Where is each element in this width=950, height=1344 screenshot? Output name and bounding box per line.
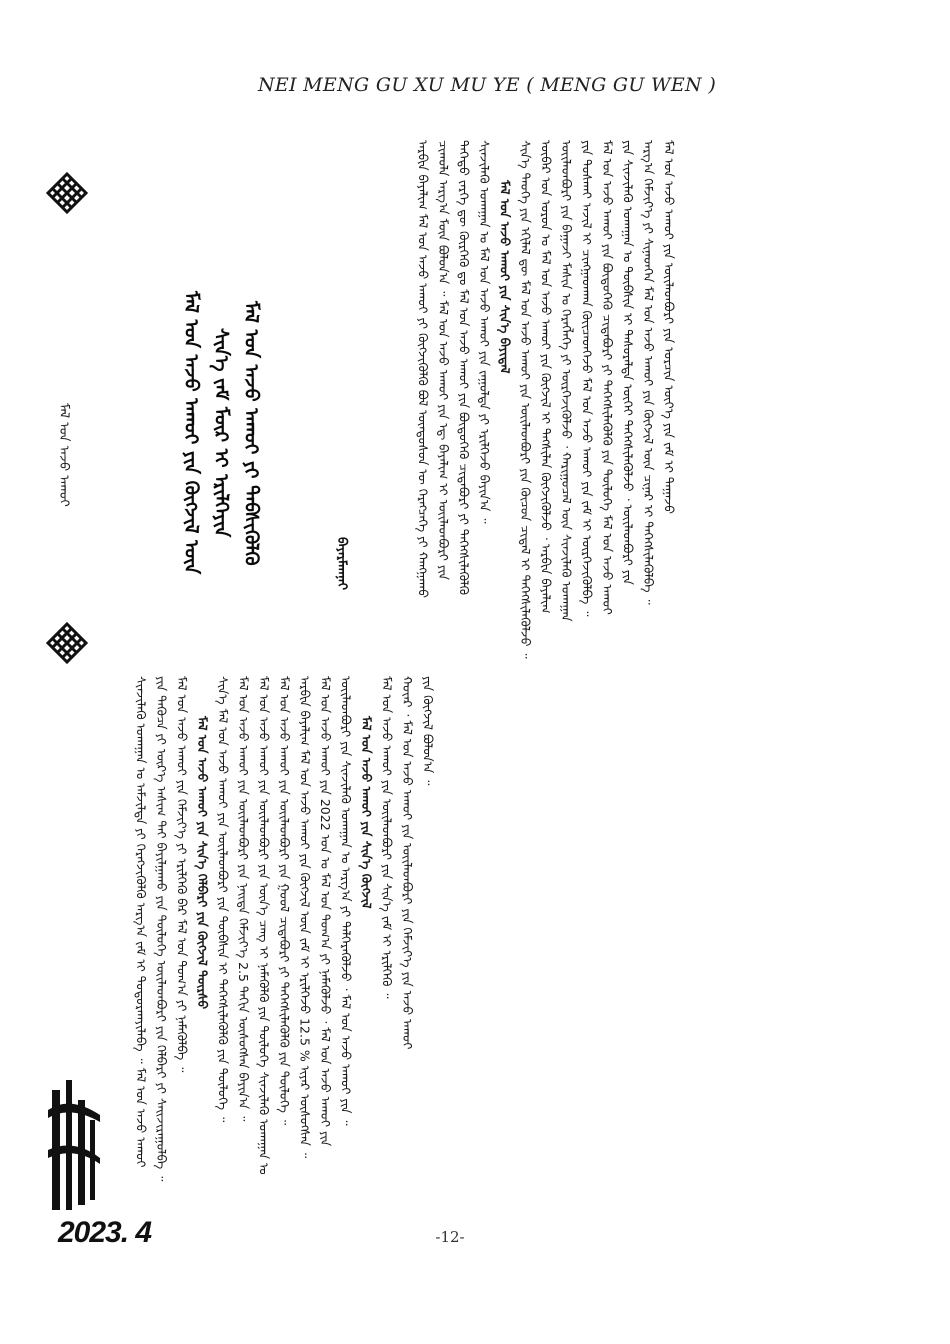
text-line: ᠮᠠᠯ ᠤᠨ ᠠᠵᠤ ᠠᠬᠤᠢ ᠶᠢᠨ ᠦᠢᠯᠡᠳᠪᠦᠷᠢ ᠶᠢᠨ ᠦᠨ᠎ᠡ ᠴᠡᠩ ᠢ ᠨᠡᠮᠡᠭᠦᠯᠬᠦ ᠶᠢᠨ ᠲᠥᠯᠦᠭᠡ ᠰᠢᠨᠵᠢᠯᠡᠬᠦ ᠤᠬᠠᠭᠠᠨ ᠤ	[256, 676, 272, 1175]
text-line: ᠮᠠᠯ ᠤᠨ ᠠᠵᠤ ᠠᠬᠤᠢ ᠶᠢᠨ ᠪᠦᠲᠦᠭᠡᠬᠦ ᠴᠢᠳᠠᠪᠤᠷᠢ ᠶᠢ ᠳᠡᠭᠡᠭᠰᠢᠯᠡᠭᠦᠯᠬᠦ ᠶᠢᠨ ᠲᠥᠯᠦᠭᠡ ᠮᠠᠯ ᠤᠨ ᠠᠵᠤ ᠠᠬᠤᠢ	[600, 140, 615, 615]
text-line: ᠮᠠᠯ ᠤᠨ ᠠᠵᠤ ᠠᠬᠤᠢ ᠶᠢᠨ ᠰᠢᠨ᠎ᠡ ᠬᠡᠯᠪᠡᠷᠢ ᠶᠢᠨ ᠬᠥᠭᠵᠢᠯ ᠳᠦᠷᠰᠦ	[195, 716, 210, 1010]
title-line: ᠰᠢᠨ᠎ᠡ ᠵᠠᠮ ᠮᠦᠷ ᠢ ᠡᠷᠢᠯᠬᠡᠶᠢᠨ	[210, 328, 232, 538]
title-line: ᠮᠠᠯ ᠤᠨ ᠠᠵᠤ ᠠᠬᠤᠢ ᠶᠢ ᠳᠡᠪᠰᠢᠭᠦᠯᠬᠦ	[240, 300, 262, 566]
text-line: ᠰᠢᠨᠵᠢᠯᠡᠬᠦ ᠤᠬᠠᠭᠠᠨ ᠤ ᠮᠠᠯ ᠤᠨ ᠠᠵᠤ ᠠᠬᠤᠢ ᠶᠢᠨ ᠵᠠᠭᠤᠯᠲᠠ ᠶᠢ ᠡᠷᠢᠯᠬᠡᠵᠦ ᠪᠠᠶᠢᠨ᠎ᠠ ᠃	[477, 140, 492, 524]
text-line: ᠮᠠᠯ ᠤᠨ ᠠᠵᠤ ᠠᠬᠤᠢ ᠶᠢᠨ ᠰᠢᠨ᠎ᠡ ᠪᠠᠶᠢᠳᠠᠯ	[497, 180, 513, 374]
section-tag: ᠮᠠᠯ ᠤᠨ ᠠᠵᠤ ᠠᠬᠤᠢ	[56, 403, 71, 507]
text-line: ᠶᠢᠨ ᠰᠢᠨᠵᠢᠯᠡᠬᠦ ᠤᠬᠠᠭᠠᠨ ᠤ ᠲᠦᠪᠰᠢᠨ ᠢ ᠲᠠᠰᠤᠷᠠᠯᠲᠠ ᠦᠭᠡᠢ ᠳᠡᠭᠡᠭᠰᠢᠯᠡᠭᠦᠯᠵᠦ ᠂ ᠦᠢᠯᠡᠳᠪᠦᠷᠢ ᠶᠢᠨ	[620, 140, 636, 585]
endless-knot-icon	[44, 620, 90, 666]
text-line: ᠰᠢᠨ᠎ᠡ ᠲᠡᠦᠬᠡ ᠶᠢᠨ ᠡᠬᠢᠯᠡᠯ ᠳᠦ ᠮᠠᠯ ᠤᠨ ᠠᠵᠤ ᠠᠬᠤᠢ ᠶᠢᠨ ᠦᠢᠯᠡᠳᠪᠦᠷᠢ ᠶᠢᠨ ᠬᠦᠴᠦᠨ ᠴᠢᠳᠠᠯ ᠢ ᠳᠡᠭᠡᠭᠰᠢᠯᠡᠭᠦᠯᠵᠦ ᠃	[518, 140, 533, 659]
text-line: ᠴᠢᠬᠤᠯᠠ ᠠᠷᠭ᠎ᠠ ᠮᠦᠨ ᠪᠣᠯᠤᠨ᠎ᠠ ᠃ ᠮᠠᠯ ᠤᠨ ᠠᠵᠤ ᠠᠬᠤᠢ ᠶᠢᠨ ᠡᠳ᠋ ᠪᠠᠶᠠᠯᠢᠭ ᠢ ᠦᠢᠯᠡᠳᠪᠦᠷᠢ ᠶᠢᠨ	[436, 140, 451, 580]
journal-logo	[40, 1070, 110, 1220]
text-line: ᠰᠢᠨᠵᠢᠯᠡᠬᠦ ᠤᠬᠠᠭᠠᠨ ᠤ ᠠᠮᠵᠢᠯᠲᠠ ᠶᠢ ᠬᠡᠷᠡᠭᠵᠢᠭᠦᠯᠬᠦ ᠠᠷᠭ᠎ᠠ ᠵᠠᠮ ᠢ ᠲᠣᠳᠣᠷᠬᠠᠶᠢᠯᠠᠪᠠ ᠃ ᠮᠠᠯ ᠤᠨ ᠠᠵᠤ ᠠᠬᠤᠢ	[133, 676, 149, 1168]
text-line: ᠮᠠᠯ ᠤᠨ ᠠᠵᠤ ᠠᠬᠤᠢ ᠶᠢᠨ ᠰᠢᠨ᠎ᠡ ᠬᠥᠭᠵᠢᠯ	[359, 716, 374, 909]
text-line: ᠶᠢᠨ ᠲᠡᠭᠦᠴᠡ ᠶᠢ ᠦᠷ᠎ᠡ ᠠᠰᠢᠭ ᠲᠠᠢ ᠪᠠᠶᠢᠯᠭᠠᠬᠤ ᠶᠢᠨ ᠲᠥᠯᠦᠭᠡ ᠦᠢᠯᠡᠳᠪᠦᠷᠢ ᠶᠢᠨ ᠬᠡᠯᠪᠡᠷᠢ ᠶᠢ ᠰᠠᠢᠵᠢᠷᠠᠭᠤᠯᠪᠠ ᠃	[154, 676, 169, 1182]
text-line: ᠠᠷᠪᠢᠨ ᠪᠠᠶᠠᠯᠢᠭ ᠮᠠᠯ ᠤᠨ ᠠᠵᠤ ᠠᠬᠤᠢ ᠶᠢᠨ ᠬᠦᠭᠵᠢᠯ ᠦᠨ ᠵᠠᠮ ᠢ ᠡᠷᠢᠯᠬᠡᠵᠦ 12.5 % ᠢᠶᠠᠷ ᠥᠰᠦᠭᠰᠡᠨ ᠃	[297, 676, 313, 1159]
running-header: NEI MENG GU XU MU YE ( MENG GU WEN )	[257, 74, 717, 96]
text-line: ᠦᠢᠯᠡᠳᠪᠦᠷᠢ ᠶᠢᠨ ᠰᠢᠨᠵᠢᠯᠡᠬᠦ ᠤᠬᠠᠭᠠᠨ ᠤ ᠠᠷᠭ᠎ᠠ ᠶᠢ ᠳᠡᠯᠭᠡᠷᠡᠭᠦᠯᠵᠦ ᠂ ᠮᠠᠯ ᠤᠨ ᠠᠵᠤ ᠠᠬᠤᠢ ᠶᠢᠨ ᠃	[338, 676, 354, 1126]
text-line: ᠮᠠᠯ ᠤᠨ ᠠᠵᠤ ᠠᠬᠤᠢ ᠶᠢᠨ 2022 ᠣᠨ ᠤ ᠮᠠᠯ ᠤᠨ ᠲᠣᠭ᠎ᠠ ᠶᠢ ᠨᠡᠮᠡᠭᠦᠯᠵᠦ ᠂ ᠮᠠᠯ ᠤᠨ ᠠᠵᠤ ᠠᠬᠤᠢ ᠶᠢᠨ	[318, 676, 333, 1147]
text-line: ᠳᠡᠭᠡᠳᠦ ᠵᠡᠷᠭᠡ ᠳᠦ ᠬᠦᠷᠭᠡᠬᠦ ᠳᠤ ᠮᠠᠯ ᠤᠨ ᠠᠵᠤ ᠠᠬᠤᠢ ᠶᠢᠨ ᠪᠦᠲᠦᠭᠡᠬᠦ ᠴᠢᠳᠠᠪᠤᠷᠢ ᠶᠢ ᠳᠡᠭᠡᠭᠰᠢᠯᠡᠭᠦᠯᠬᠦ	[456, 140, 472, 595]
text-line: ᠮᠠᠯ ᠤᠨ ᠠᠵᠤ ᠠᠬᠤᠢ ᠶᠢᠨ ᠦᠢᠯᠡᠳᠪᠦᠷᠢ ᠶᠢᠨ ᠭᠣᠣᠯ ᠴᠢᠳᠠᠪᠤᠷᠢ ᠶᠢ ᠳᠡᠭᠡᠭᠰᠢᠯᠡᠭᠦᠯᠬᠦ ᠶᠢᠨ ᠲᠥᠯᠦᠭᠡ ᠃	[277, 676, 292, 1126]
text-line: ᠮᠠᠯ ᠤᠨ ᠠᠵᠤ ᠠᠬᠤᠢ ᠶᠢᠨ ᠬᠡᠮᠵᠢᠶ᠎ᠡ ᠶᠢ ᠡᠷᠢᠯᠬᠡᠬᠦ ᠪᠠᠷ ᠮᠠᠯ ᠤᠨ ᠲᠣᠭ᠎ᠠ ᠶᠢ ᠨᠡᠮᠡᠭᠦᠯᠪᠡ ᠃	[174, 676, 190, 1073]
text-line: ᠦᠪᠡᠷ ᠤᠨ ᠣᠷᠣᠨ ᠤ ᠮᠠᠯ ᠤᠨ ᠠᠵᠤ ᠠᠬᠤᠢ ᠶᠢᠨ ᠬᠦᠭᠵᠢᠯ ᠢ ᠲᠡᠭᠰᠢᠯᠡᠨ ᠬᠥᠭᠵᠢᠭᠦᠯᠵᠦ ᠂ ᠠᠷᠪᠢᠨ ᠪᠠᠶᠠᠯᠢᠭ	[538, 140, 554, 614]
page-number: -12-	[435, 1228, 465, 1246]
article-title	[176, 258, 396, 608]
text-line: ᠮᠠᠯ ᠤᠨ ᠠᠵᠤ ᠠᠬᠤᠢ ᠶᠢᠨ ᠦᠢᠯᠡᠳᠪᠦᠷᠢ ᠶᠢᠨ ᠨᠡᠢᠲᠡ ᠬᠡᠮᠵᠢᠶ᠎ᠡ 2.5 ᠳᠠᠬᠢᠨ ᠥᠰᠦᠭᠰᠡᠨ ᠪᠠᠶᠢᠨ᠎ᠠ ᠃	[236, 676, 251, 1122]
text-line: ᠠᠷᠭ᠎ᠠ ᠬᠡᠮᠵᠢᠶ᠎ᠡ ᠶᠢ ᠰᠢᠨᠡᠳᠬᠡᠨ ᠮᠠᠯ ᠤᠨ ᠠᠵᠤ ᠠᠬᠤᠢ ᠶᠢᠨ ᠬᠦᠭᠵᠢᠯ ᠦᠨ ᠴᠢᠨᠠᠷ ᠢ ᠳᠡᠭᠡᠭᠰᠢᠯᠡᠭᠦᠯᠪᠡ ᠃	[641, 140, 656, 605]
text-line: ᠮᠠᠯ ᠤᠨ ᠠᠵᠤ ᠠᠬᠤᠢ ᠶᠢᠨ ᠦᠢᠯᠡᠳᠪᠦᠷᠢ ᠶᠢᠨ ᠣᠷᠴᠢᠨ ᠦᠶ᠎ᠡ ᠶᠢᠨ ᠵᠠᠮ ᠢ ᠳᠠᠭᠠᠵᠤ	[661, 140, 677, 514]
author-name: ᠪᠠᠶᠠᠷᠮᠠᠭᠨᠠᠢ	[334, 536, 349, 590]
body-column-lower	[130, 676, 822, 1211]
text-line: ᠶᠢᠨ ᠬᠥᠭᠵᠢᠯ ᠪᠣᠯᠤᠨ᠎ᠠ ᠃	[420, 676, 436, 786]
text-line: ᠦᠢᠯᠡᠳᠪᠦᠷᠢ ᠶᠢᠨ ᠪᠠᠭᠠᠵᠢ ᠮᠠᠰᠢᠨ ᠤ ᠬᠡᠷᠡᠭᠯᠡᠭᠡ ᠶᠢ ᠥᠷᠭᠡᠵᠢᠭᠦᠯᠵᠦ ᠂ ᠬᠠᠷᠢᠭᠤᠴᠠᠯ ᠦᠨ ᠰᠢᠨᠵᠢᠯᠡᠬᠦ ᠤᠬᠠᠭᠠᠨ	[559, 140, 574, 622]
text-line: ᠠᠷᠪᠢᠨ ᠪᠠᠶᠠᠯᠢᠭ ᠮᠠᠯ ᠤᠨ ᠠᠵᠤ ᠠᠬᠤᠢ ᠶᠢ ᠬᠦᠭᠵᠢᠭᠦᠯᠬᠦ ᠪᠣᠯ ᠦᠨᠳᠦᠰᠦᠨ ᠦ ᠬᠡᠷᠡᠭᠴᠡᠭᠡ ᠶᠢ ᠬᠠᠩᠭᠠᠬᠤ	[415, 140, 431, 598]
text-line: ᠬᠣᠶ᠋ᠠᠷ ᠂ ᠮᠠᠯ ᠤᠨ ᠠᠵᠤ ᠠᠬᠤᠢ ᠶᠢᠨ ᠦᠢᠯᠡᠳᠪᠦᠷᠢ ᠶᠢᠨ ᠬᠡᠮᠵᠢᠶ᠎ᠡ ᠶᠢᠨ ᠠᠵᠤ ᠠᠬᠤᠢ	[400, 676, 415, 1050]
body-column-upper	[412, 140, 822, 660]
text-line: ᠶᠢᠨ ᠲᠤᠰᠬᠠᠢ ᠠᠵᠢᠯ ᠢ ᠴᠢᠩᠭᠠᠳᠬᠠᠨ ᠭᠦᠢᠴᠡᠳᠬᠡᠵᠦ ᠮᠠᠯ ᠤᠨ ᠠᠵᠤ ᠠᠬᠤᠢ ᠶᠢᠨ ᠵᠠᠮ ᠢ ᠥᠷᠭᠡᠵᠢᠭᠦᠯᠪᠡ ᠃	[579, 140, 595, 617]
text-line: ᠰᠢᠨ᠎ᠡ ᠮᠠᠯ ᠤᠨ ᠠᠵᠤ ᠠᠬᠤᠢ ᠶᠢᠨ ᠦᠢᠯᠡᠳᠪᠦᠷᠢ ᠶᠢᠨ ᠲᠦᠪᠰᠢᠨ ᠢ ᠳᠡᠭᠡᠭᠰᠢᠯᠡᠭᠦᠯᠬᠦ ᠶᠢᠨ ᠲᠥᠯᠦᠭᠡ ᠃	[215, 676, 231, 1123]
issue-number: 2023. 4	[58, 1216, 152, 1249]
title-line: ᠮᠠᠯ ᠤᠨ ᠠᠵᠤ ᠠᠬᠤᠢ ᠶᠢᠨ ᠬᠦᠭᠵᠢᠯ ᠦᠨ	[180, 291, 202, 575]
text-line: ᠮᠠᠯ ᠤᠨ ᠠᠵᠤ ᠠᠬᠤᠢ ᠶᠢᠨ ᠦᠢᠯᠡᠳᠪᠦᠷᠢ ᠶᠢᠨ ᠰᠢᠨ᠎ᠡ ᠵᠠᠮ ᠢ ᠡᠷᠢᠯᠬᠡᠬᠦ ᠃	[379, 676, 395, 999]
endless-knot-icon	[44, 170, 90, 216]
